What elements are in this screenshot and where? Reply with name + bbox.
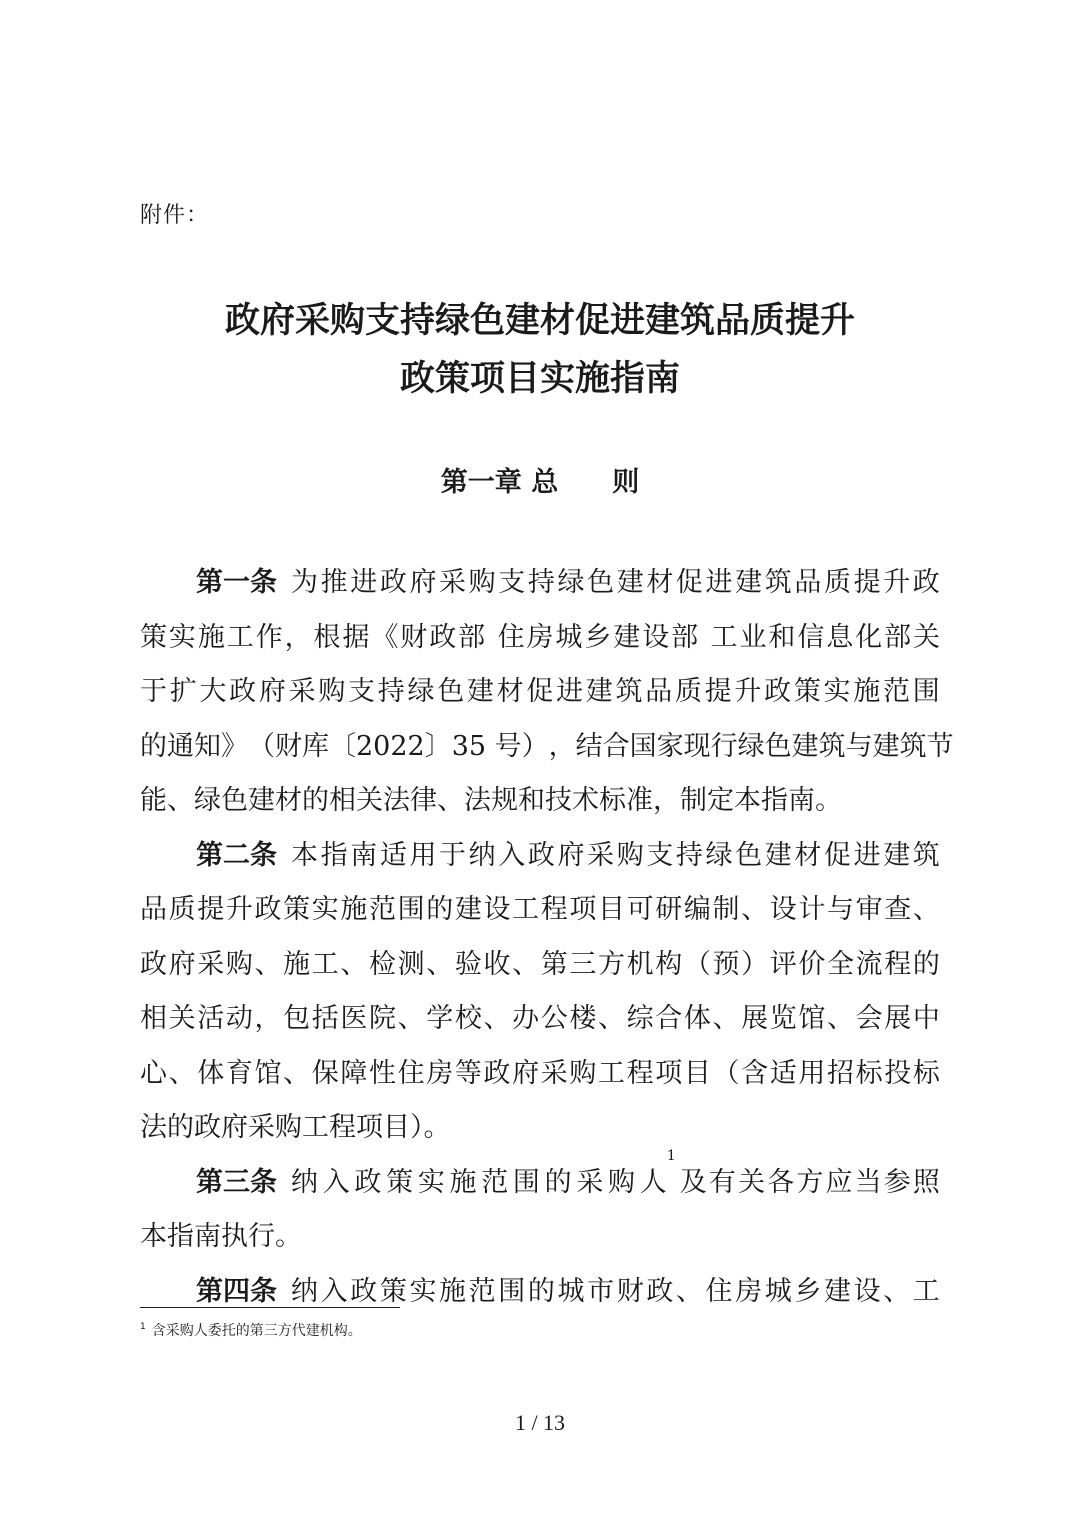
article-2-line-6: 法的政府采购工程项目）。	[140, 1112, 451, 1143]
article-2-text: 本 指 南 适 用 于 纳 入 政 府 采 购 支 持 绿 色 建 材 促 进 建 筑	[291, 839, 940, 871]
article-1-text: 为 推 进 政 府 采 购 支 持 绿 色 建 材 促 进 建 筑 品 质 提 升 政	[291, 567, 940, 598]
article-1-line-4: 的 通 知 》 （ 财 库 〔 2022 〕 35 号 ） ， 结 合 国 家 现 行 绿 色 建 筑 与 建 筑 节	[140, 730, 954, 762]
article-3-text	[291, 1147, 940, 1211]
article-1-line-1	[140, 556, 940, 611]
footnote-marker: 1	[140, 1322, 146, 1333]
article-3-line-2: 本指南执行。	[140, 1221, 302, 1252]
article-2-line-1	[140, 829, 940, 884]
document-body	[140, 556, 954, 1319]
article-4-line-1	[140, 1265, 940, 1320]
article-4-text: 纳 入 政 策 实 施 范 围 的 城 市 财 政 、 住 房 城 乡 建 设 、 工	[291, 1275, 940, 1307]
chapter-heading: 第一章 总 则	[440, 467, 640, 498]
article-3-head: 第三条	[196, 1166, 277, 1198]
footnote-divider	[140, 1307, 400, 1308]
article-2-line-3: 政 府 采 购 、 施 工 、 检 测 、 验 收 、 第 三 方 机 构 （ 预 ） 评 价 全 流 程 的	[140, 948, 940, 980]
article-3-text-post: 及 有 关 各 方 应 当 参 照	[679, 1166, 940, 1198]
title-line-1: 政府采购支持绿色建材促进建筑品质提升	[224, 300, 855, 341]
article-1-line-2: 策 实 施 工 作 ， 根 据 《 财 政 部 住 房 城 乡 建 设 部 工 业 和 信 息 化 部 关	[140, 621, 940, 653]
article-3-line-1	[140, 1147, 940, 1211]
article-1-line-3: 于 扩 大 政 府 采 购 支 持 绿 色 建 材 促 进 建 筑 品 质 提 升 政 策 实 施 范 围	[140, 676, 940, 707]
article-3-text-pre: 纳 入 政 策 实 施 范 围 的 采 购 人	[291, 1166, 667, 1198]
article-2-line-5: 心 、 体 育 馆 、 保 障 性 住 房 等 政 府 采 购 工 程 项 目 （ 含 适 用 招 标 投 标	[140, 1057, 940, 1089]
footnote-ref: 1	[666, 1147, 676, 1164]
article-1-line-5: 能、绿色建材的相关法律、法规和技术标准，制定本指南。	[140, 785, 842, 816]
title-line-2: 政策项目实施指南	[399, 358, 680, 399]
article-1-head: 第一条	[196, 567, 277, 598]
article-2-line-2: 品 质 提 升 政 策 实 施 范 围 的 建 设 工 程 项 目 可 研 编 制 、 设 计 与 审 查 、	[140, 894, 940, 925]
footnote	[140, 1320, 362, 1340]
attachment-label: 附件：	[140, 203, 210, 228]
article-2-line-4: 相 关 活 动 ， 包 括 医 院 、 学 校 、 办 公 楼 、 综 合 体 、 展 览 馆 、 会 展 中	[140, 1003, 940, 1034]
article-4-head: 第四条	[196, 1275, 277, 1307]
document-title	[0, 292, 1080, 408]
footnote-text: 含采购人委托的第三方代建机构。	[151, 1323, 362, 1339]
article-2-head: 第二条	[196, 839, 277, 871]
page-number: 1 / 13	[514, 1410, 566, 1435]
